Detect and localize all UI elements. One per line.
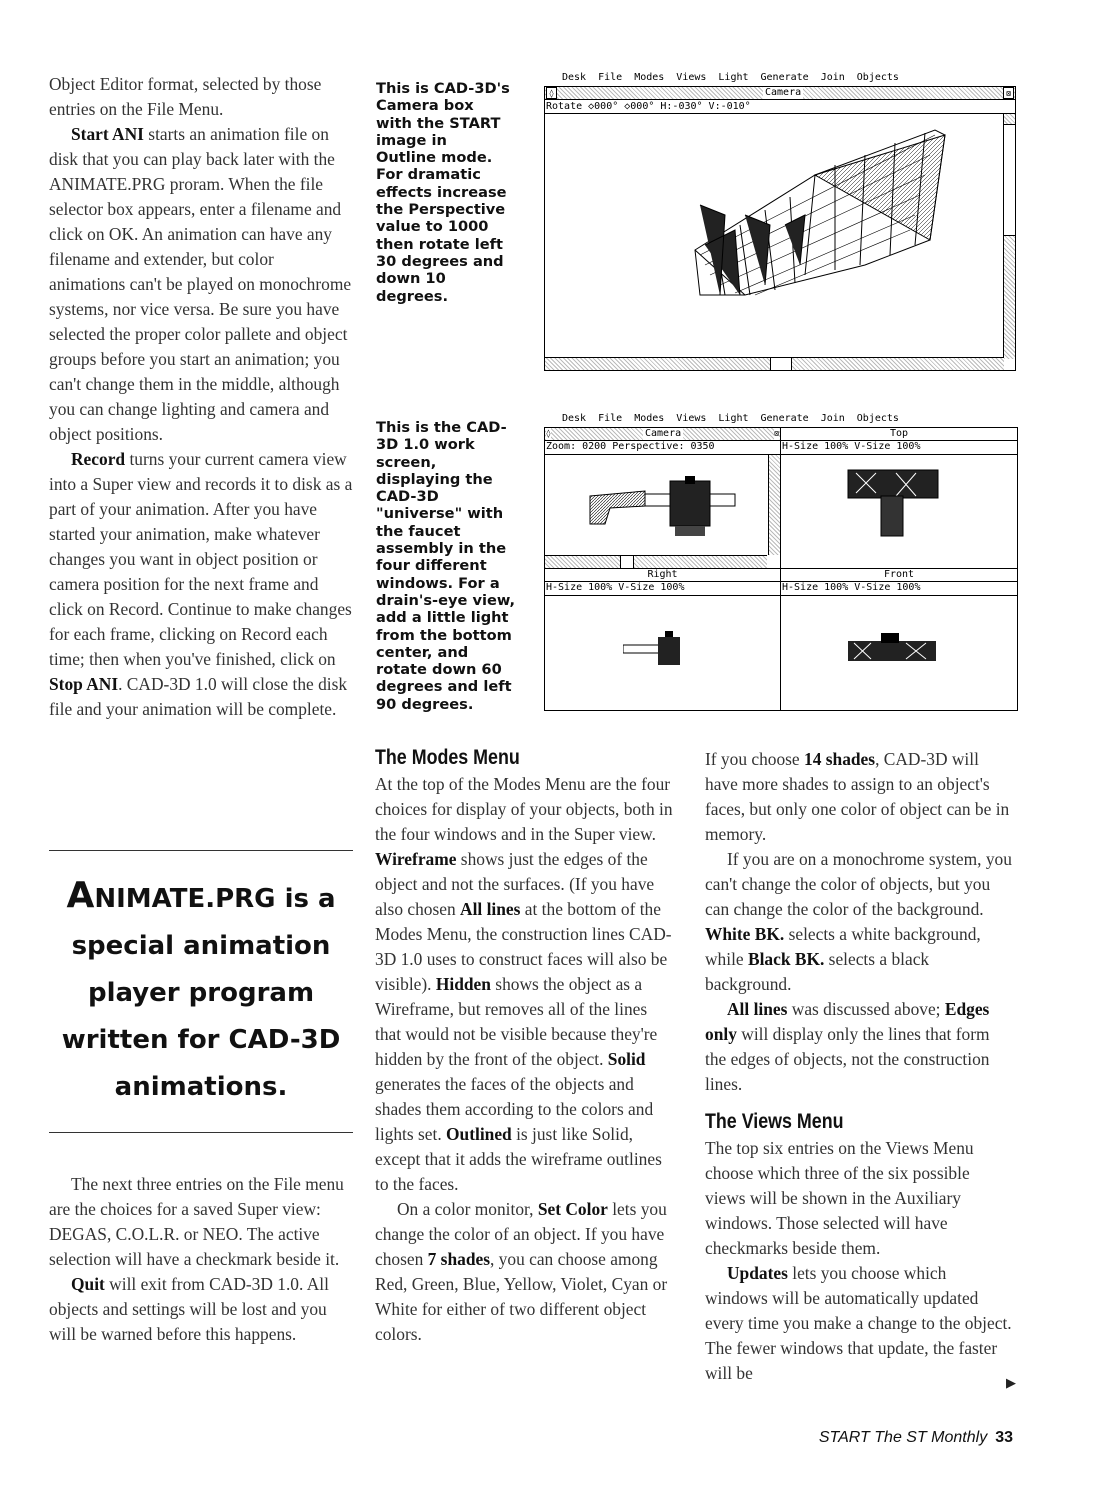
fullsize-icon[interactable]: ⊠ (774, 429, 779, 438)
column-right (705, 747, 1012, 1386)
column-left (49, 72, 354, 722)
paragraph: If you choose 14 shades, CAD-3D will have more shades to assign to an object's faces, but only one color of object can be in memory. (705, 749, 1010, 844)
fullsize-icon[interactable]: ⊠ (1003, 87, 1014, 99)
camera-screenshot (544, 72, 1016, 370)
paragraph: Object Editor format, selected by those entries on the File Menu. (49, 74, 322, 119)
work-screen-screenshot (544, 413, 1018, 711)
faucet-right-view (623, 631, 693, 671)
close-icon[interactable]: ◊ (546, 87, 557, 99)
paragraph: On a color monitor, Set Color lets you change the color of an object. If you have chosen 7 shades, you can choose among Red, Green, Blue, Yellow, Violet, Cyan or White for either of two different object colors. (375, 1199, 668, 1344)
section-heading: The Views Menu (705, 1110, 844, 1133)
paragraph: The top six entries on the Views Menu choose which three of the six possible views will be shown in the Auxiliary windows. Those selected will have checkmarks beside them. (705, 1138, 974, 1258)
vertical-scrollbar[interactable] (1003, 114, 1015, 359)
horizontal-scrollbar[interactable] (545, 555, 767, 568)
title-bar[interactable]: ◊ Camera ⊠ (546, 428, 779, 439)
menu-bar: Desk File Modes Views Light Generate Join Objects (562, 413, 899, 424)
menu-bar: Desk File Modes Views Light Generate Join Objects (562, 72, 899, 83)
title-bar[interactable] (545, 87, 1015, 100)
right-window: Right H-Size 100% V-Size 100% (545, 569, 781, 710)
figure-caption: This is CAD-3D's Camera box with the START image in Outline mode. For dramatic effects increase the Perspective value to 1000 then rotate left 30 degrees and down 10 degrees. (376, 80, 510, 305)
camera-window (544, 86, 1016, 371)
faucet-front-view (846, 631, 946, 671)
work-area (544, 427, 1018, 711)
paragraph: Quit will exit from CAD-3D 1.0. All objects and settings will be lost and you will be warned before this happens. (49, 1274, 329, 1344)
continue-arrow-icon: ▶ (1006, 1376, 1016, 1391)
vertical-scrollbar[interactable] (768, 455, 780, 555)
window-title: Camera (765, 87, 802, 98)
paragraph: The next three entries on the File menu are the choices for a saved Super view: DEGAS, C.O.L.R. or NEO. The active selection will have a checkmark beside it. (49, 1174, 344, 1269)
status-line: Rotate ◇000° ◇000° H:-030° V:-010° (546, 101, 751, 112)
paragraph: At the top of the Modes Menu are the four choices for display of your objects, both in the four windows and in the Super view. Wireframe shows just the edges of the object and not the surfaces. (If you have also chosen All lines at the bottom of the Modes Menu, the construction lines CAD-3D 1.0 uses to construct faces will also be visible). Hidden shows the object as a Wireframe, but removes all of the lines that would not be visible because they're hidden by the front of the object. Solid generates the faces of the objects and shades them according to the colors and lights set. Outlined is just like Solid, except that it adds the wireframe outlines to the faces. (375, 774, 673, 1194)
publication-name: START The ST Monthly (818, 1429, 988, 1446)
paragraph: Updates lets you choose which windows will be automatically updated every time you make a change to the object. The fewer windows that update, the faster will be (705, 1263, 1012, 1383)
page-footer (819, 1429, 1013, 1447)
camera-window: ◊ Camera ⊠ Zoom: 0200 Perspective: 0350 (545, 428, 781, 569)
top-window: Top H-Size 100% V-Size 100% (781, 428, 1017, 569)
close-icon[interactable]: ◊ (546, 429, 551, 438)
divider (49, 1132, 353, 1133)
paragraph: Record turns your current camera view into a Super view and records it to disk as a part of your animation. After you have started your animation, make whatever changes you want in object position or camera position for the next frame and click on Record. Continue to make changes for each frame, clicking on Record each time; then when you've finished, click on Stop ANI. CAD-3D 1.0 will close the disk file and your animation will be complete. (49, 449, 353, 719)
figure-caption: This is the CAD-3D 1.0 work screen, displaying the CAD-3D "universe" with the faucet assembly in the four different windows. For a drain's-eye view, add a little light from the bottom center, and rotate down 60 degrees and left 90 degrees. (376, 419, 515, 713)
page-number: 33 (995, 1429, 1013, 1446)
pull-quote: ANIMATE.PRG is a special animation player program written for CAD-3D animations. (61, 875, 341, 1102)
divider (49, 850, 353, 851)
faucet-top-view (846, 468, 946, 543)
start-wireframe (685, 115, 985, 315)
faucet-camera-view (585, 476, 755, 546)
column-left-bottom (49, 1172, 354, 1347)
column-middle (375, 744, 677, 1347)
paragraph: Start ANI starts an animation file on disk that you can play back later with the ANIMATE.PRG proram. When the file selector box appears, enter a filename and click on OK. An animation can have any filename and extender, but color animations can't be played on monochrome systems, nor vice versa. Be sure you have selected the proper color pallete and object groups before you start an animation; you can't change them in the middle, although you can change lighting and camera and object positions. (49, 124, 352, 444)
horizontal-scrollbar[interactable] (545, 357, 1004, 370)
paragraph: All lines was discussed above; Edges only will display only the lines that form the edges of objects, not the construction lines. (705, 999, 990, 1094)
front-window: Front H-Size 100% V-Size 100% (781, 569, 1017, 710)
section-heading: The Modes Menu (375, 746, 520, 769)
paragraph: If you are on a monochrome system, you can't change the color of objects, but you can change the color of the background. White BK. selects a white background, while Black BK. selects a black background. (705, 849, 1012, 994)
